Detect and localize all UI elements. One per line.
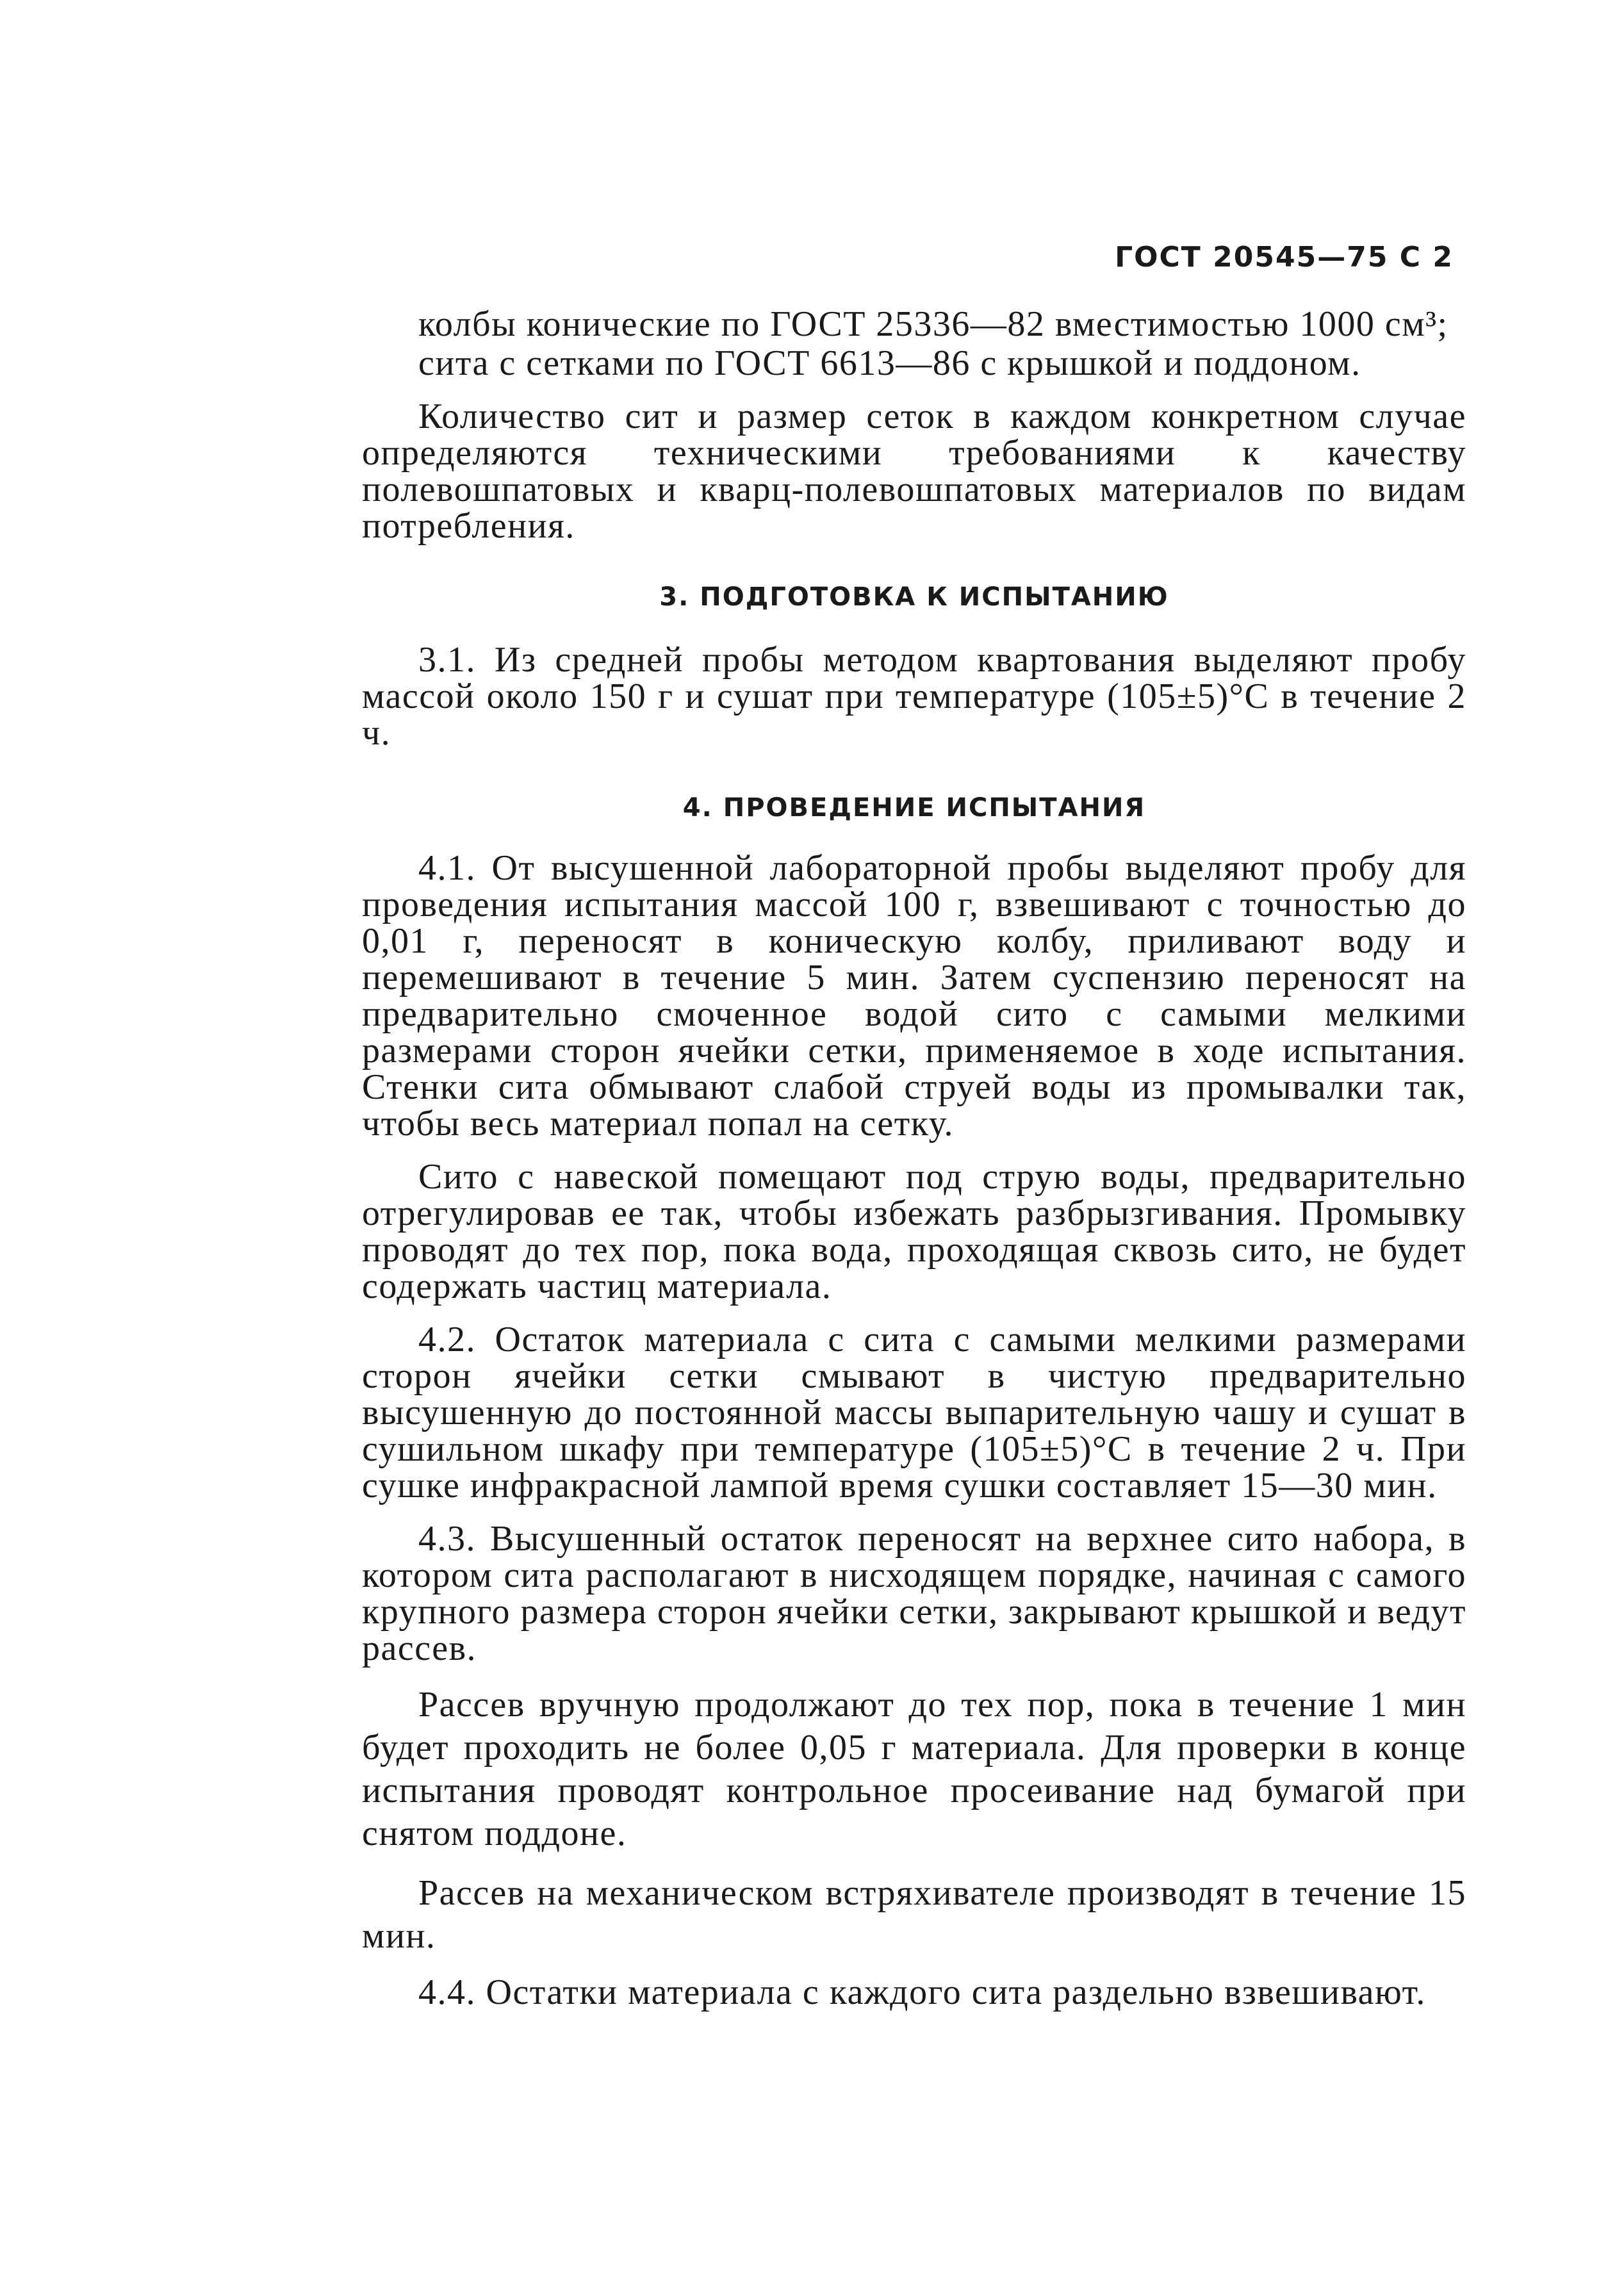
paragraph-4-3: 4.3. Высушенный остаток переносят на верхнее сито набора, в котором сита располагают в нисходящем порядке, начиная с самого крупного размера сторон ячейки сетки, закрывают крышкой и ведут рассев. bbox=[362, 1519, 1466, 1668]
paragraph-4-3-manual-sieving: Рассев вручную продолжают до тех пор, пока в течение 1 мин будет проходить не более 0,05 г материала. Для проверки в конце испытания проводят контрольное просеивание над бумагой при снятом поддоне. bbox=[362, 1685, 1466, 1853]
paragraph-4-1: 4.1. От высушенной лабораторной пробы выделяют пробу для проведения испытания массой 100 г, взвешивают с точностью до 0,01 г, переносят в коническую колбу, приливают воду и перемешивают в течение 5 мин. Затем суспензию переносят на предварительно смоченное водой сито с самыми мелкими размерами сторон ячейки сетки, применяемое в ходе испытания. Стенки сита обмывают слабой струей воды из промывалки так, чтобы весь материал попал на сетку. bbox=[362, 848, 1466, 1144]
paragraph-3-1: 3.1. Из средней пробы методом квартования выделяют пробу массой около 150 г и сушат при температуре (105±5)°С в течение 2 ч. bbox=[362, 640, 1466, 753]
document-body bbox=[362, 306, 1466, 2011]
paragraph-flasks: колбы конические по ГОСТ 25336—82 вместимостью 1000 см³; bbox=[418, 304, 1448, 344]
page-header: ГОСТ 20545—75 С 2 bbox=[1115, 241, 1454, 274]
paragraph-4-1-continued: Сито с навеской помещают под струю воды, предварительно отрегулировав ее так, чтобы избежать разбрызгивания. Промывку проводят до тех пор, пока вода, проходящая сквозь сито, не будет содержать частиц материала. bbox=[362, 1157, 1466, 1306]
paragraph-sieve-count: Количество сит и размер сеток в каждом конкретном случае определяются техническими требованиями к качеству полевошпатовых и кварц-полевошпатовых материалов по видам потребления. bbox=[362, 397, 1466, 546]
paragraph-4-3-mechanical-sieving: Рассев на механическом встряхивателе производят в течение 15 мин. bbox=[362, 1873, 1466, 1956]
paragraph-sieves: сита с сетками по ГОСТ 6613—86 с крышкой и поддоном. bbox=[418, 343, 1361, 383]
section-heading-3: 3. ПОДГОТОВКА К ИСПЫТАНИЮ bbox=[659, 582, 1169, 612]
section-heading-4: 4. ПРОВЕДЕНИЕ ИСПЫТАНИЯ bbox=[682, 793, 1146, 823]
paragraph-4-2: 4.2. Остаток материала с сита с самыми мелкими размерами сторон ячейки сетки смывают в чистую предварительно высушенную до постоянной массы выпарительную чашу и сушат в сушильном шкафу при температуре (105±5)°С в течение 2 ч. При сушке инфракрасной лампой время сушки составляет 15—30 мин. bbox=[362, 1320, 1466, 1505]
paragraph-4-4: 4.4. Остатки материала с каждого сита раздельно взвешивают. bbox=[418, 1972, 1426, 2012]
